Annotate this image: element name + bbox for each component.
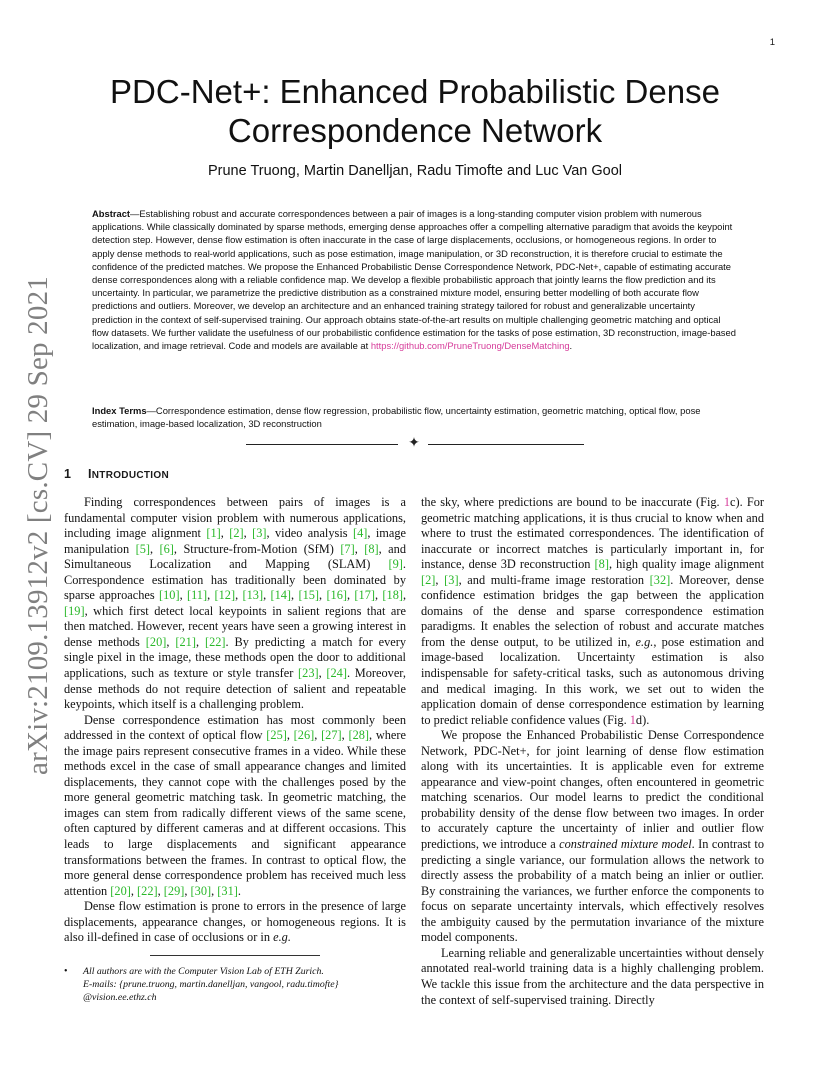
abstract	[92, 207, 736, 352]
footnote-line-1: All authors are with the Computer Vision Lab of ETH Zurich.	[83, 966, 324, 977]
citation-link[interactable]: [3]	[252, 526, 267, 541]
section-heading-introduction	[64, 467, 404, 481]
index-terms-text: —Correspondence estimation, dense flow regression, probabilistic flow, uncertainty estimation, geometric matching, optical flow, pose estimation, image-based localization, 3D reconstruction	[92, 405, 701, 430]
citation-link[interactable]: [31]	[217, 883, 238, 898]
left-column	[64, 495, 406, 946]
right-column	[421, 495, 764, 1008]
citation-link[interactable]: [9]	[388, 557, 403, 572]
citation-link[interactable]: [17]	[354, 588, 375, 603]
intro-paragraph-1: Finding correspondences between pairs of images is a fundamental computer vision problem with numerous applications, including image alignment [1], [2], [3], video analysis [4], image manipulation [5], [6], Structure-from-Motion (SfM) [7], [8], and Simultaneous Localization and Mapping (SLAM) [9]. Correspondence estimation has traditionally been dominated by sparse approaches [10], [11], [12], [13], [14], [15], [16], [17], [18], [19], which first detect local keypoints in salient regions that are then matched. However, recent years have seen a growing interest in dense methods [20], [21], [22]. By predicting a match for every single pixel in the image, these methods open the door to additional applications, such as texture or style transfer [23], [24]. Moreover, dense methods do not require detection of salient and repeatable keypoints, which itself is a challenging problem.	[64, 495, 407, 712]
citation-link[interactable]: [7]	[340, 541, 355, 556]
citation-link[interactable]: [21]	[175, 634, 196, 649]
citation-link[interactable]: [24]	[326, 666, 347, 681]
intro-paragraph-4: We propose the Enhanced Probabilistic Dense Correspondence Network, PDC-Net+, for joint learning of dense flow estimation along with its uncertainties. It is applicable even for extreme appearance and view-point changes, often encountered in geometric matching scenarios. Our model learns to predict the conditional probability density of the dense flow between two images. In order to accurately capture the uncertainty of inlier and outlier flow predictions, we introduce a constrained mixture model. In contrast to predicting a single variance, our formulation allows the network to directly assess the probability of a match being an inlier or outlier. By constraining the variances, we further enforce the components to focus on separate uncertainty intervals, which effectively resolves the ambiguity caused by the permutation invariance of the mixture model components.	[421, 728, 764, 945]
bullet-icon: •	[64, 966, 68, 977]
intro-paragraph-3-continued: the sky, where predictions are bound to be inaccurate (Fig. 1c). For geometric matching applications, it is thus crucial to know when and where to trust the estimated correspondences. The identification of inaccurate or incorrect matches is particularly important in, for instance, dense 3D reconstruction [8], high quality image alignment [2], [3], and multi-frame image restoration [32]. Moreover, dense confidence estimation bridges the gap between the application domains of the dense and sparse correspondence estimation paradigms. It enables the selection of robust and accurate matches from the dense output, to be utilized in, e.g., pose estimation and image-based localization. Uncertainty estimation is also indispensable for safety-critical tasks, such as autonomous driving and medical imaging. In this work, we set out to widen the application domain of dense correspondence estimation by learning to predict reliable confidence values (Fig. 1d).	[421, 495, 764, 727]
footnote-rule	[150, 955, 320, 956]
citation-link[interactable]: [27]	[321, 728, 342, 743]
title-line-2: Correspondence Network	[227, 112, 603, 149]
citation-link[interactable]: [19]	[64, 603, 85, 618]
separator-line-left	[246, 444, 398, 445]
separator-line-right	[428, 444, 584, 445]
intro-paragraph-5: Learning reliable and generalizable uncertainties without densely annotated real-world training data is a highly challenging problem. We tackle this issue from the architecture and the data perspective in the context of self-supervised training. Directly	[421, 945, 764, 1007]
abstract-paragraph	[92, 207, 736, 352]
author-affiliation-footnote	[64, 965, 406, 1004]
code-link[interactable]: https://github.com/PruneTruong/DenseMatching	[370, 340, 570, 352]
intro-paragraph-2: Dense correspondence estimation has most commonly been addressed in the context of optical flow [25], [26], [27], [28], where the image pairs represent consecutive frames in a video. While these methods excel in the case of small appearance changes and limited displacements, they cannot cope with the challenges posed by the more general geometric matching task. In geometric matching, the images can stem from radically different views of the same scene, often captured by different cameras and at different occasions. This leads to large displacements and significant appearance transformations between the frames. In contrast to optical flow, the more general dense correspondence problem has received much less attention [20], [22], [29], [30], [31].	[64, 712, 406, 898]
abstract-text: —Establishing robust and accurate correspondences between a pair of images is a long-standing computer vision problem with numerous applications. While classically dominated by sparse methods, emerging dense approaches offer a compelling alternative paradigm that avoids the keypoint detection step. However, dense flow estimation is often inaccurate in the case of large displacements, occlusions, or homogeneous regions. In order to apply dense methods to real-world applications, such as pose estimation, image manipulation, or 3D reconstruction, it is therefore crucial to estimate the confidence of the predicted matches. We propose the Enhanced Probabilistic Dense Correspondence Network, PDC-Net+, capable of estimating accurate dense correspondences along with a reliable confidence map. We develop a flexible probabilistic approach that jointly learns the flow prediction and its uncertainty. In particular, we parametrize the predictive distribution as a constrained mixture model, ensuring better modelling of both accurate flow predictions and outliers. Moreover, we develop an architecture and an enhanced training strategy tailored for robust and generalizable uncertainty prediction in the context of self-supervised training. Our approach obtains state-of-the-art results on multiple challenging geometric matching and optical flow datasets. We further validate the usefulness of our probabilistic confidence estimation for the tasks of pose estimation, 3D reconstruction, image-based localization, and image retrieval. Code and models are available at	[92, 208, 736, 352]
citation-link[interactable]: [29]	[163, 883, 185, 898]
citation-link[interactable]: [32]	[649, 572, 671, 587]
section-number: 1	[64, 467, 72, 481]
citation-link[interactable]: [22]	[204, 634, 226, 649]
title-line-1: PDC-Net+: Enhanced Probabilistic Dense	[110, 73, 720, 110]
citation-link[interactable]: [20]	[110, 883, 131, 898]
citation-link[interactable]: [16]	[326, 588, 348, 603]
citation-link[interactable]: [15]	[298, 588, 320, 603]
citation-link[interactable]: [4]	[352, 526, 368, 541]
footnote-body	[83, 965, 406, 1004]
index-terms-label: Index Terms	[92, 405, 147, 416]
citation-link[interactable]: [18]	[382, 588, 403, 603]
section-title-initial: I	[88, 467, 92, 481]
citation-link[interactable]: [5]	[135, 541, 150, 556]
citation-link[interactable]: [14]	[270, 588, 292, 603]
author-list: Prune Truong, Martin Danelljan, Radu Timofte and Luc Van Gool	[207, 163, 623, 179]
citation-link[interactable]: [2]	[421, 572, 436, 587]
abstract-end: .	[569, 340, 573, 352]
figure-link[interactable]: 1	[723, 495, 730, 509]
page-number: 1	[769, 37, 775, 48]
section-separator	[246, 437, 584, 451]
citation-link[interactable]: [8]	[364, 541, 379, 556]
citation-link[interactable]: [8]	[594, 557, 609, 572]
citation-link[interactable]: [20]	[145, 634, 167, 649]
paper-title	[60, 72, 770, 150]
section-title-rest: NTRODUCTION	[91, 470, 169, 481]
citation-link[interactable]: [26]	[293, 728, 315, 743]
citation-link[interactable]: [2]	[229, 526, 244, 541]
figure-link[interactable]: 1	[629, 712, 636, 727]
footnote-line-2: E-mails: {prune.truong, martin.danelljan, vangool, radu.timofte}	[83, 979, 339, 990]
citation-link[interactable]: [22]	[137, 883, 158, 898]
citation-link[interactable]: [12]	[214, 588, 236, 603]
arxiv-stamp	[20, 275, 56, 775]
citation-link[interactable]: [28]	[348, 728, 370, 743]
citation-link[interactable]: [6]	[159, 541, 174, 556]
citation-link[interactable]: [13]	[242, 588, 264, 603]
index-terms	[92, 404, 736, 430]
index-terms-paragraph	[92, 404, 736, 430]
separator-star-icon: ✦	[408, 435, 420, 451]
arxiv-identifier: arXiv:2109.13912v2 [cs.CV] 29 Sep 2021	[21, 275, 54, 775]
citation-link[interactable]: [25]	[266, 728, 287, 743]
intro-paragraph-3: Dense flow estimation is prone to errors in the presence of large displacements, appearance changes, or homogeneous regions. It is also ill-defined in case of occlusions or in e.g.	[64, 899, 406, 945]
citation-link[interactable]: [23]	[298, 666, 319, 681]
citation-link[interactable]: [10]	[159, 588, 180, 603]
footnote-line-3: @vision.ee.ethz.ch	[83, 992, 157, 1003]
citation-link[interactable]: [11]	[186, 588, 208, 603]
citation-link[interactable]: [3]	[444, 572, 459, 587]
citation-link[interactable]: [1]	[206, 526, 221, 541]
citation-link[interactable]: [30]	[190, 883, 212, 898]
abstract-label: Abstract	[92, 208, 131, 219]
